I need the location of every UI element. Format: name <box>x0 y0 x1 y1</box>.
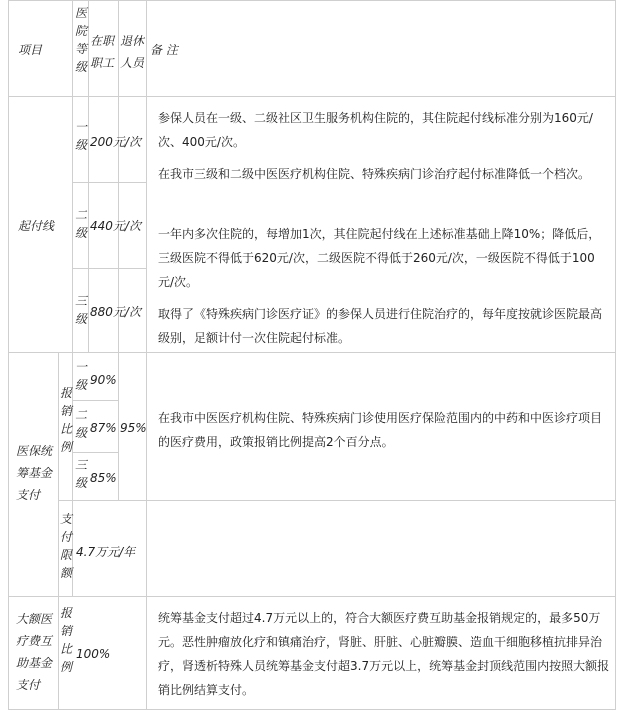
col-divider <box>118 0 119 500</box>
deductible-note: 在我市三级和二级中医医疗机构住院、特殊疾病门诊治疗起付标准降低一个档次。 <box>158 167 591 181</box>
fund-retired-ratio: 95% <box>120 421 147 435</box>
row-divider <box>72 268 146 269</box>
fund-level: 三级 <box>75 458 88 490</box>
row-divider <box>72 400 118 401</box>
deductible-level: 一级 <box>75 120 88 152</box>
deductible-level: 二级 <box>75 208 88 240</box>
fund-label: 医保统筹基金支付 <box>16 444 53 502</box>
row-divider <box>8 352 616 353</box>
header-level: 医院等级 <box>75 6 88 74</box>
col-divider <box>146 0 147 710</box>
col-divider <box>615 0 616 710</box>
header-item: 项目 <box>18 43 43 57</box>
row-divider <box>8 96 616 97</box>
deductible-value: 880元/次 <box>90 305 141 319</box>
mutual-ratio-label: 报销比例 <box>60 606 73 674</box>
header-remarks: 备 注 <box>150 43 178 57</box>
fund-ratio-label: 报销比例 <box>60 386 73 454</box>
row-divider <box>72 452 118 453</box>
row-divider <box>58 500 616 501</box>
row-divider <box>8 0 616 1</box>
mutual-note: 统筹基金支付超过4.7万元以上的，符合大额医疗费互助基金报销规定的，最多50万元。恶性肿瘤放化疗和镇痛治疗，肾脏、肝脏、心脏瓣膜、造血干细胞移植抗排异治疗，肾透析特殊人员统筹基金支付超3.7万元以上，统筹基金封顶线范围内按照大额报销比例结算支付。 <box>158 611 610 697</box>
deductible-value: 200元/次 <box>90 135 141 149</box>
mutual-label: 大额医疗费互助基金支付 <box>16 612 53 692</box>
deductible-note: 一年内多次住院的，每增加1次，其住院起付线在上述标准基础上降10%；降低后，三级医院不得低于620元/次，二级医院不得低于260元/次，一级医院不得低于100元/次。 <box>158 227 601 289</box>
col-divider <box>72 0 73 596</box>
fund-level: 一级 <box>75 360 88 392</box>
row-divider <box>8 596 616 597</box>
header-retired: 退休人员 <box>120 34 145 70</box>
fund-limit-label: 支付限额 <box>60 512 73 580</box>
fund-ratio: 85% <box>90 471 117 485</box>
mutual-ratio-value: 100% <box>76 647 111 661</box>
deductible-value: 440元/次 <box>90 219 141 233</box>
col-divider <box>58 352 59 710</box>
deductible-note: 参保人员在一级、二级社区卫生服务机构住院的，其住院起付线标准分别为160元/次、400元/次。 <box>158 111 593 149</box>
fund-ratio: 87% <box>90 421 117 435</box>
col-divider <box>8 0 9 710</box>
header-employed: 在职职工 <box>90 34 115 70</box>
fund-note: 在我市中医医疗机构住院、特殊疾病门诊使用医疗保险范围内的中药和中医诊疗项目的医疗费用，政策报销比例提高2个百分点。 <box>158 411 603 449</box>
fund-limit-value: 4.7万元/年 <box>76 545 136 559</box>
fund-ratio: 90% <box>90 373 117 387</box>
row-divider <box>72 182 146 183</box>
deductible-label: 起付线 <box>18 219 55 233</box>
deductible-note: 取得了《特殊疾病门诊医疗证》的参保人员进行住院治疗的，每年度按就诊医院最高级别，足额计付一次住院起付标准。 <box>158 307 603 345</box>
fund-level: 二级 <box>75 408 88 440</box>
deductible-level: 三级 <box>75 294 88 326</box>
